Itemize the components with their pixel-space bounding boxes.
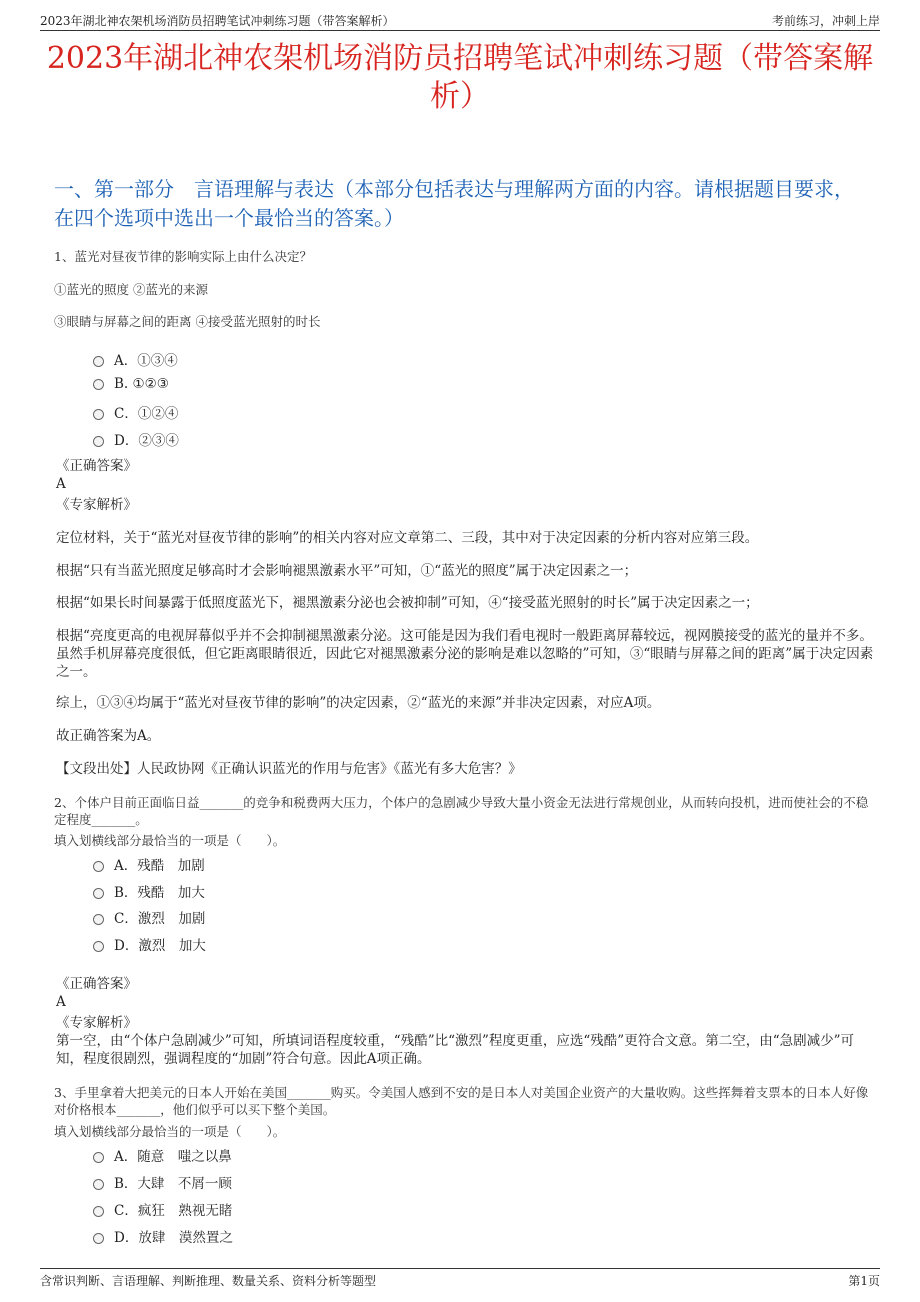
- question-2-prompt: 填入划横线部分最恰当的一项是（ ）。: [54, 833, 286, 848]
- q3-option-d[interactable]: [93, 1226, 233, 1244]
- option-label: B．残酷 加大: [114, 885, 205, 901]
- footer-description: 含常识判断、言语理解、判断推理、数量关系、资料分析等题型: [40, 1274, 377, 1288]
- page-number: 第1页: [848, 1274, 880, 1288]
- radio-button-icon[interactable]: [93, 888, 104, 899]
- radio-button-icon[interactable]: [93, 1152, 104, 1163]
- q1-option-b[interactable]: [93, 376, 169, 394]
- radio-button-icon[interactable]: [93, 409, 104, 420]
- q2-answer: A: [56, 994, 66, 1010]
- page-title: 2023年湖北神农架机场消防员招聘笔试冲刺练习题（带答案解析）: [46, 41, 874, 114]
- q2-answer-label: 《正确答案》: [56, 976, 137, 992]
- option-label: D．激烈 加大: [114, 938, 206, 954]
- q1-analysis-p1: 定位材料，关于“蓝光对昼夜节律的影响”的相关内容对应文章第二、三段，其中对于决定因素的分析内容对应第三段。: [56, 530, 759, 546]
- option-label: B．大肆 不屑一顾: [114, 1176, 232, 1192]
- q2-analysis-label: 《专家解析》: [56, 1015, 137, 1031]
- q2-option-d[interactable]: [93, 934, 206, 952]
- radio-button-icon[interactable]: [93, 1179, 104, 1190]
- option-label: B. ①②③: [114, 376, 169, 392]
- question-1-stem: 1、蓝光对昼夜节律的影响实际上由什么决定？: [54, 249, 312, 264]
- q3-option-b[interactable]: [93, 1172, 232, 1190]
- q1-analysis-p3: 根据“如果长时间暴露于低照度蓝光下，褪黑激素分泌也会被抑制”可知，④“接受蓝光照射的时长”属于决定因素之一；: [56, 595, 759, 611]
- q1-answer-label: 《正确答案》: [56, 458, 137, 474]
- radio-button-icon[interactable]: [93, 1233, 104, 1244]
- option-label: C．疯狂 熟视无睹: [114, 1203, 233, 1219]
- question-2-stem: 2、个体户目前正面临日益_______的竞争和税费两大压力，个体户的急剧减少导致大量小资金无法进行常规创业，从而转向投机，进而使社会的不稳定程度_______。: [54, 795, 869, 827]
- q1-source: 【文段出处】人民政协网《正确认识蓝光的作用与危害》《蓝光有多大危害？》: [56, 761, 522, 777]
- option-label: A．随意 嗤之以鼻: [114, 1149, 232, 1165]
- q2-option-c[interactable]: [93, 907, 205, 925]
- option-label: C．①②④: [114, 406, 179, 422]
- q1-analysis-p4: 根据“亮度更高的电视屏幕似乎并不会抑制褪黑激素分泌。这可能是因为我们看电视时一般距离屏幕较远，视网膜接受的蓝光的量并不多。虽然手机屏幕亮度很低，但它距离眼睛很近，因此它对褪黑激素分泌的影响是难以忽略的”可知，③“眼睛与屏幕之间的距离”属于决定因素之一。: [56, 628, 874, 680]
- question-1-line-2: ③眼睛与屏幕之间的距离 ④接受蓝光照射的时长: [54, 314, 321, 329]
- radio-button-icon[interactable]: [93, 1206, 104, 1217]
- option-label: C．激烈 加剧: [114, 911, 206, 927]
- q1-analysis-p5: 综上，①③④均属于“蓝光对昼夜节律的影响”的决定因素，②“蓝光的来源”并非决定因素，对应A项。: [56, 695, 661, 711]
- radio-button-icon[interactable]: [93, 356, 104, 367]
- q1-option-c[interactable]: [93, 402, 178, 420]
- section-heading: 一、第一部分 言语理解与表达（本部分包括表达与理解两方面的内容。请根据题目要求，在四个选项中选出一个最恰当的答案。）: [54, 177, 854, 230]
- q2-option-a[interactable]: [93, 854, 205, 872]
- q1-analysis-p2: 根据“只有当蓝光照度足够高时才会影响褪黑激素水平”可知，①“蓝光的照度”属于决定因素之一；: [56, 563, 638, 579]
- question-3-stem: 3、手里拿着大把美元的日本人开始在美国_______购买。令美国人感到不安的是日本人对美国企业资产的大量收购。这些挥舞着支票本的日本人好像对价格根本_______，他们似乎可以买下整个美国。: [54, 1085, 869, 1117]
- question-1-line-1: ①蓝光的照度 ②蓝光的来源: [54, 282, 208, 297]
- header-doc-title: 2023年湖北神农架机场消防员招聘笔试冲刺练习题（带答案解析）: [40, 14, 395, 28]
- option-label: A．残酷 加剧: [114, 858, 205, 874]
- q1-option-d[interactable]: [93, 429, 179, 447]
- q3-option-c[interactable]: [93, 1199, 232, 1217]
- page-header: [40, 10, 880, 31]
- radio-button-icon[interactable]: [93, 914, 104, 925]
- q1-option-a[interactable]: [93, 349, 178, 367]
- q1-answer: A: [56, 476, 66, 492]
- radio-button-icon[interactable]: [93, 436, 104, 447]
- radio-button-icon[interactable]: [93, 379, 104, 390]
- option-label: D．放肆 漠然置之: [114, 1230, 233, 1246]
- page-footer: [40, 1268, 880, 1289]
- q1-analysis-p6: 故正确答案为A。: [56, 728, 161, 744]
- q2-option-b[interactable]: [93, 881, 205, 899]
- question-3-prompt: 填入划横线部分最恰当的一项是（ ）。: [54, 1124, 286, 1139]
- radio-button-icon[interactable]: [93, 941, 104, 952]
- radio-button-icon[interactable]: [93, 861, 104, 872]
- option-label: D．②③④: [114, 433, 179, 449]
- q2-analysis-p1: 第一空，由“个体户急剧减少”可知，所填词语程度较重，“残酷”比“激烈”程度更重，应选“残酷”更符合文意。第二空，由“急剧减少”可知，程度很剧烈，强调程度的“加剧”符合句意。因此A项正确。: [56, 1033, 855, 1067]
- q3-option-a[interactable]: [93, 1145, 232, 1163]
- option-label: A．①③④: [114, 353, 178, 369]
- q1-analysis-label: 《专家解析》: [56, 497, 137, 513]
- header-slogan: 考前练习，冲刺上岸: [771, 14, 880, 28]
